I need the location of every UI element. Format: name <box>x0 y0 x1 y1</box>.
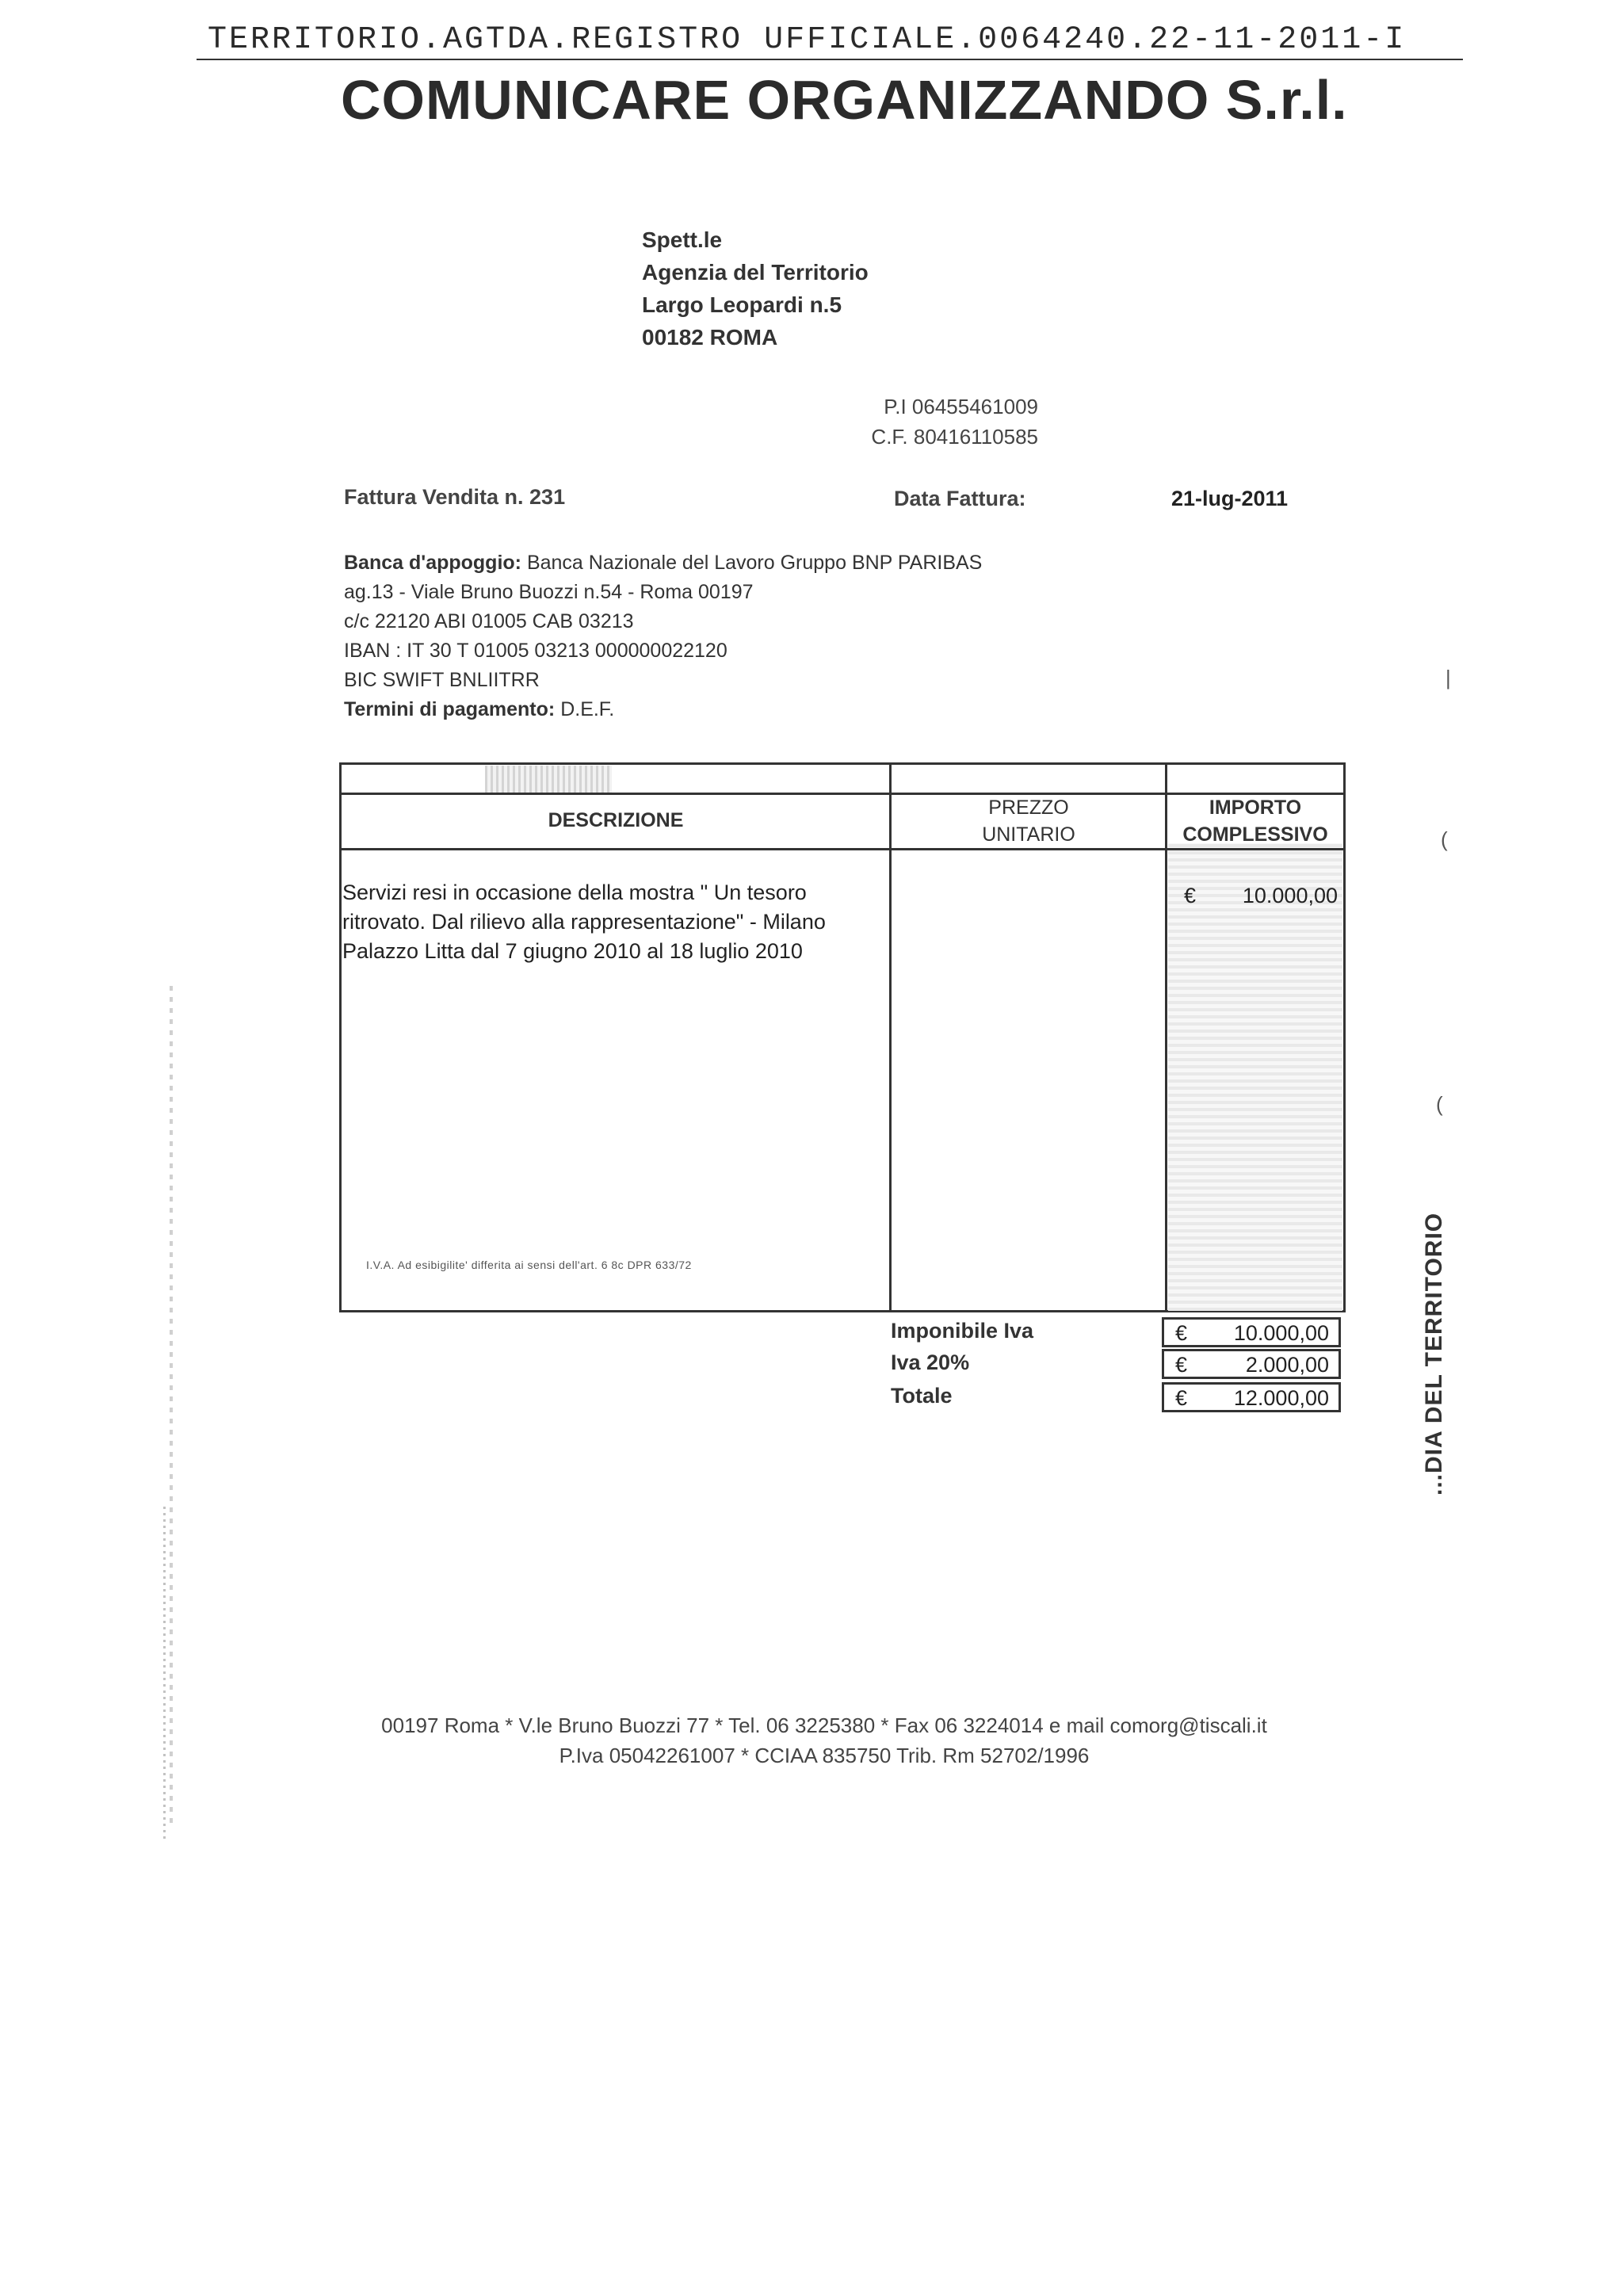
recipient-city: 00182 ROMA <box>642 325 778 350</box>
invoice-date-label: Data Fattura: <box>894 487 1026 510</box>
header-unit-price <box>892 794 1165 848</box>
stamp-underline <box>197 59 1463 60</box>
table-divider-2 <box>1165 762 1167 1312</box>
totals-box-taxable <box>1162 1317 1341 1347</box>
header-total-2: COMPLESSIVO <box>1182 823 1328 846</box>
footer <box>317 1710 1331 1771</box>
recipient-cf: C.F. 80416110585 <box>871 425 1038 449</box>
header-unit-price-2: UNITARIO <box>982 823 1075 846</box>
totals-label-iva: Iva 20% <box>891 1350 970 1374</box>
company-name: COMUNICARE ORGANIZZANDO S.r.l. <box>341 69 1348 131</box>
footer-address: 00197 Roma * V.le Bruno Buozzi 77 * Tel. 06 3225380 * Fax 06 3224014 e mail comorg@tiscali.it <box>381 1713 1267 1737</box>
margin-mark: ( <box>1436 1092 1443 1116</box>
totals-currency-total: € <box>1175 1386 1188 1410</box>
totals-currency-taxable: € <box>1175 1321 1188 1345</box>
bank-bic: BIC SWIFT BNLIITRR <box>344 669 540 691</box>
table-divider-1 <box>889 762 892 1312</box>
bank-iban: IBAN : IT 30 T 01005 03213 000000022120 <box>344 640 727 662</box>
margin-mark: ( <box>1441 827 1448 851</box>
totals-value-total: 12.000,00 <box>1233 1386 1329 1410</box>
header-total <box>1168 794 1342 848</box>
payment-terms-value: D.E.F. <box>560 698 615 720</box>
description-line-1: Servizi resi in occasione della mostra " Un tesoro <box>342 881 807 904</box>
totals-label-taxable: Imponibile Iva <box>891 1319 1034 1343</box>
recipient-salutation: Spett.le <box>642 227 723 252</box>
totals-label-total: Totale <box>891 1384 953 1408</box>
payment-terms-label: Termini di pagamento: <box>344 698 556 720</box>
description-line-3: Palazzo Litta dal 7 giugno 2010 al 18 luglio 2010 <box>342 939 803 963</box>
description-line-2: ritrovato. Dal rilievo alla rappresentazione" - Milano <box>342 910 826 934</box>
invoice-date: 21-lug-2011 <box>1171 487 1289 510</box>
table-header-bottom-line <box>339 848 1346 850</box>
scan-noise <box>485 766 612 793</box>
recipient-street: Largo Leopardi n.5 <box>642 292 842 317</box>
totals-box-iva <box>1162 1349 1341 1379</box>
recipient-block <box>642 223 869 353</box>
recipient-piva: P.I 06455461009 <box>884 395 1038 418</box>
bank-name: Banca Nazionale del Lavoro Gruppo BNP PARIBAS <box>526 552 983 574</box>
scan-artifact <box>170 983 173 1823</box>
recipient-fiscal-codes <box>840 392 1038 452</box>
totals-box-total <box>1162 1382 1341 1412</box>
invoice-number: Fattura Vendita n. 231 <box>344 485 566 509</box>
payment-terms <box>344 695 982 724</box>
row-description <box>342 878 886 966</box>
iva-note: I.V.A. Ad esibigilite' differita ai sensi dell'art. 6 8c DPR 633/72 <box>366 1259 692 1271</box>
totals-currency-iva: € <box>1175 1353 1188 1377</box>
bank-details <box>344 548 982 724</box>
totals-value-taxable: 10.000,00 <box>1233 1321 1329 1345</box>
bank-account: c/c 22120 ABI 01005 CAB 03213 <box>344 610 634 632</box>
side-stamp: ...DIA DEL TERRITORIO <box>1421 1212 1447 1496</box>
amount-column-shading <box>1168 843 1342 1311</box>
registry-stamp: TERRITORIO.AGTDA.REGISTRO UFFICIALE.0064240.22-11-2011-I <box>208 22 1407 58</box>
header-description: DESCRIZIONE <box>548 809 684 831</box>
bank-line <box>344 548 982 578</box>
recipient-name: Agenzia del Territorio <box>642 260 869 285</box>
footer-registration: P.Iva 05042261007 * CCIAA 835750 Trib. Rm 52702/1996 <box>559 1744 1090 1767</box>
margin-mark: | <box>1445 666 1451 690</box>
row-currency: € <box>1184 884 1197 907</box>
bank-branch: ag.13 - Viale Bruno Buozzi n.54 - Roma 00197 <box>344 581 754 603</box>
row-amount: 10.000,00 <box>1242 884 1338 907</box>
scan-artifact-2 <box>163 1506 166 1839</box>
bank-label: Banca d'appoggio: <box>344 552 521 574</box>
header-total-1: IMPORTO <box>1209 797 1302 819</box>
totals-value-iva: 2.000,00 <box>1245 1353 1329 1377</box>
header-unit-price-1: PREZZO <box>988 797 1069 819</box>
